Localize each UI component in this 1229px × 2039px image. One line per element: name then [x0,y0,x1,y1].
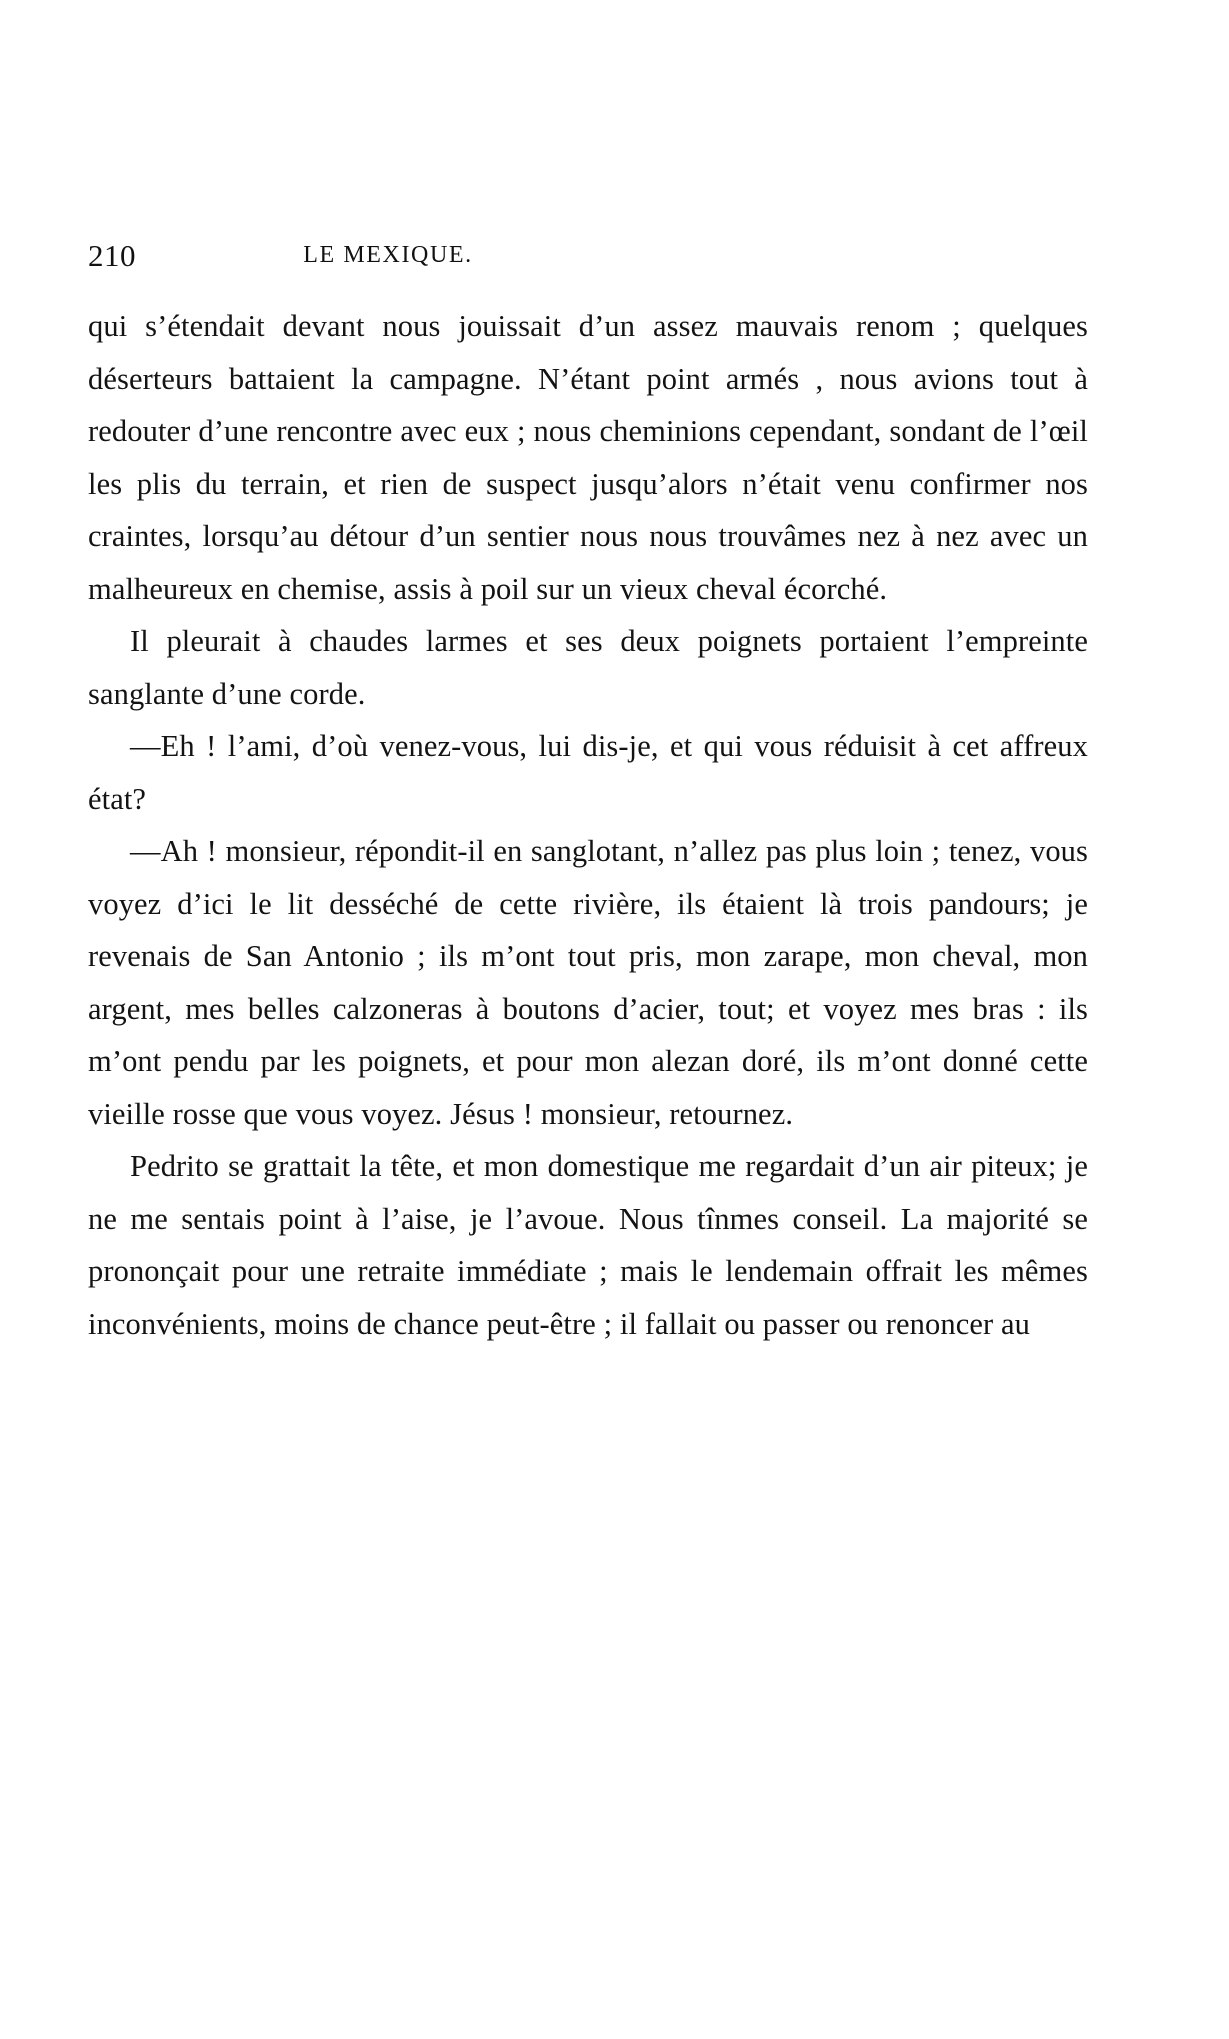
running-title: LE MEXIQUE. [303,242,473,268]
page-number: 210 [88,238,136,273]
paragraph-2: Il pleurait à chaudes larmes et ses deux poignets portaient l’empreinte sanglante d’une corde. [88,624,1088,711]
page-header [88,238,1088,274]
body-text [88,300,1088,1350]
paragraph-3: —Eh ! l’ami, d’où venez-vous, lui dis-je, et qui vous réduisit à cet affreux état? [88,729,1088,816]
paragraph-1: qui s’étendait devant nous jouissait d’un assez mauvais renom ; quelques déserteurs battaient la campagne. N’étant point armés , nous avions tout à redouter d’une rencontre avec eux ; nous cheminions cependant, sondant de l’œil les plis du terrain, et rien de suspect jusqu’alors n’était venu confirmer nos craintes, lorsqu’au détour d’un sentier nous nous trouvâmes nez à nez avec un malheureux en chemise, assis à poil sur un vieux cheval écorché. [88,309,1088,606]
paragraph-5: Pedrito se grattait la tête, et mon domestique me regardait d’un air piteux; je ne me sentais point à l’aise, je l’avoue. Nous tînmes conseil. La majorité se prononçait pour une retraite immédiate ; mais le lendemain offrait les mêmes inconvénients, moins de chance peut-être ; il fallait ou passer ou renoncer au [88,1149,1088,1341]
paragraph-4: —Ah ! monsieur, répondit-il en sanglotant, n’allez pas plus loin ; tenez, vous voyez d’ici le lit desséché de cette rivière, ils étaient là trois pandours; je revenais de San Antonio ; ils m’ont tout pris, mon zarape, mon cheval, mon argent, mes belles calzoneras à boutons d’acier, tout; et voyez mes bras : ils m’ont pendu par les poignets, et pour mon alezan doré, ils m’ont donné cette vieille rosse que vous voyez. Jésus ! monsieur, retournez. [88,834,1088,1131]
